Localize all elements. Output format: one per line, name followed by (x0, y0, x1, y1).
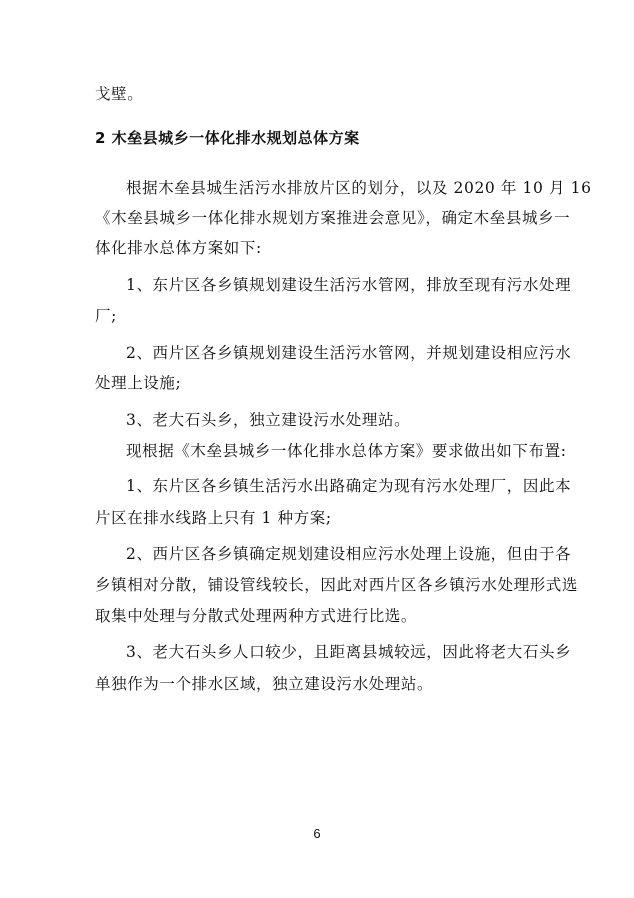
list-item-line: 3、老大石头乡人口较少，且距离县城较远，因此将老大石头乡 (126, 643, 572, 661)
list-item-line: 2、西片区各乡镇规划建设生活污水管网，并规划建设相应污水 (126, 344, 572, 362)
section-heading: 2 木垒县城乡一体化排水规划总体方案 (95, 129, 360, 147)
paragraph-line: 根据木垒县城生活污水排放片区的划分，以及 2020 年 10 月 16 (126, 179, 592, 197)
paragraph-line: 体化排水总体方案如下: (95, 239, 262, 257)
list-item-line: 厂; (95, 307, 117, 325)
list-item-line: 2、西片区各乡镇确定规划建设相应污水处理上设施，但由于各 (126, 545, 572, 563)
list-item-line: 片区在排水线路上只有 1 种方案; (95, 509, 332, 527)
list-item-line: 1、东片区各乡镇规划建设生活污水管网，排放至现有污水处理 (126, 276, 572, 294)
list-item-line: 乡镇相对分散，铺设管线较长，因此对西片区各乡镇污水处理形式选 (95, 576, 579, 594)
paragraph-line: 现根据《木垒县城乡一体化排水总体方案》要求做出如下布置: (126, 442, 567, 460)
list-item-line: 处理上设施; (95, 374, 182, 392)
list-item-line: 3、老大石头乡，独立建设污水处理站。 (126, 411, 411, 429)
list-item-line: 取集中处理与分散式处理两种方式进行比选。 (95, 607, 418, 625)
list-item-line: 1、东片区各乡镇生活污水出路确定为现有污水处理厂，因此本 (126, 477, 572, 495)
list-item-line: 单独作为一个排水区域，独立建设污水处理站。 (95, 675, 434, 693)
text-line-continuation: 戈壁。 (95, 85, 144, 103)
paragraph-line: 《木垒县城乡一体化排水规划方案推进会意见》，确定木垒县城乡一 (95, 209, 571, 227)
page-number: 6 (313, 826, 321, 841)
